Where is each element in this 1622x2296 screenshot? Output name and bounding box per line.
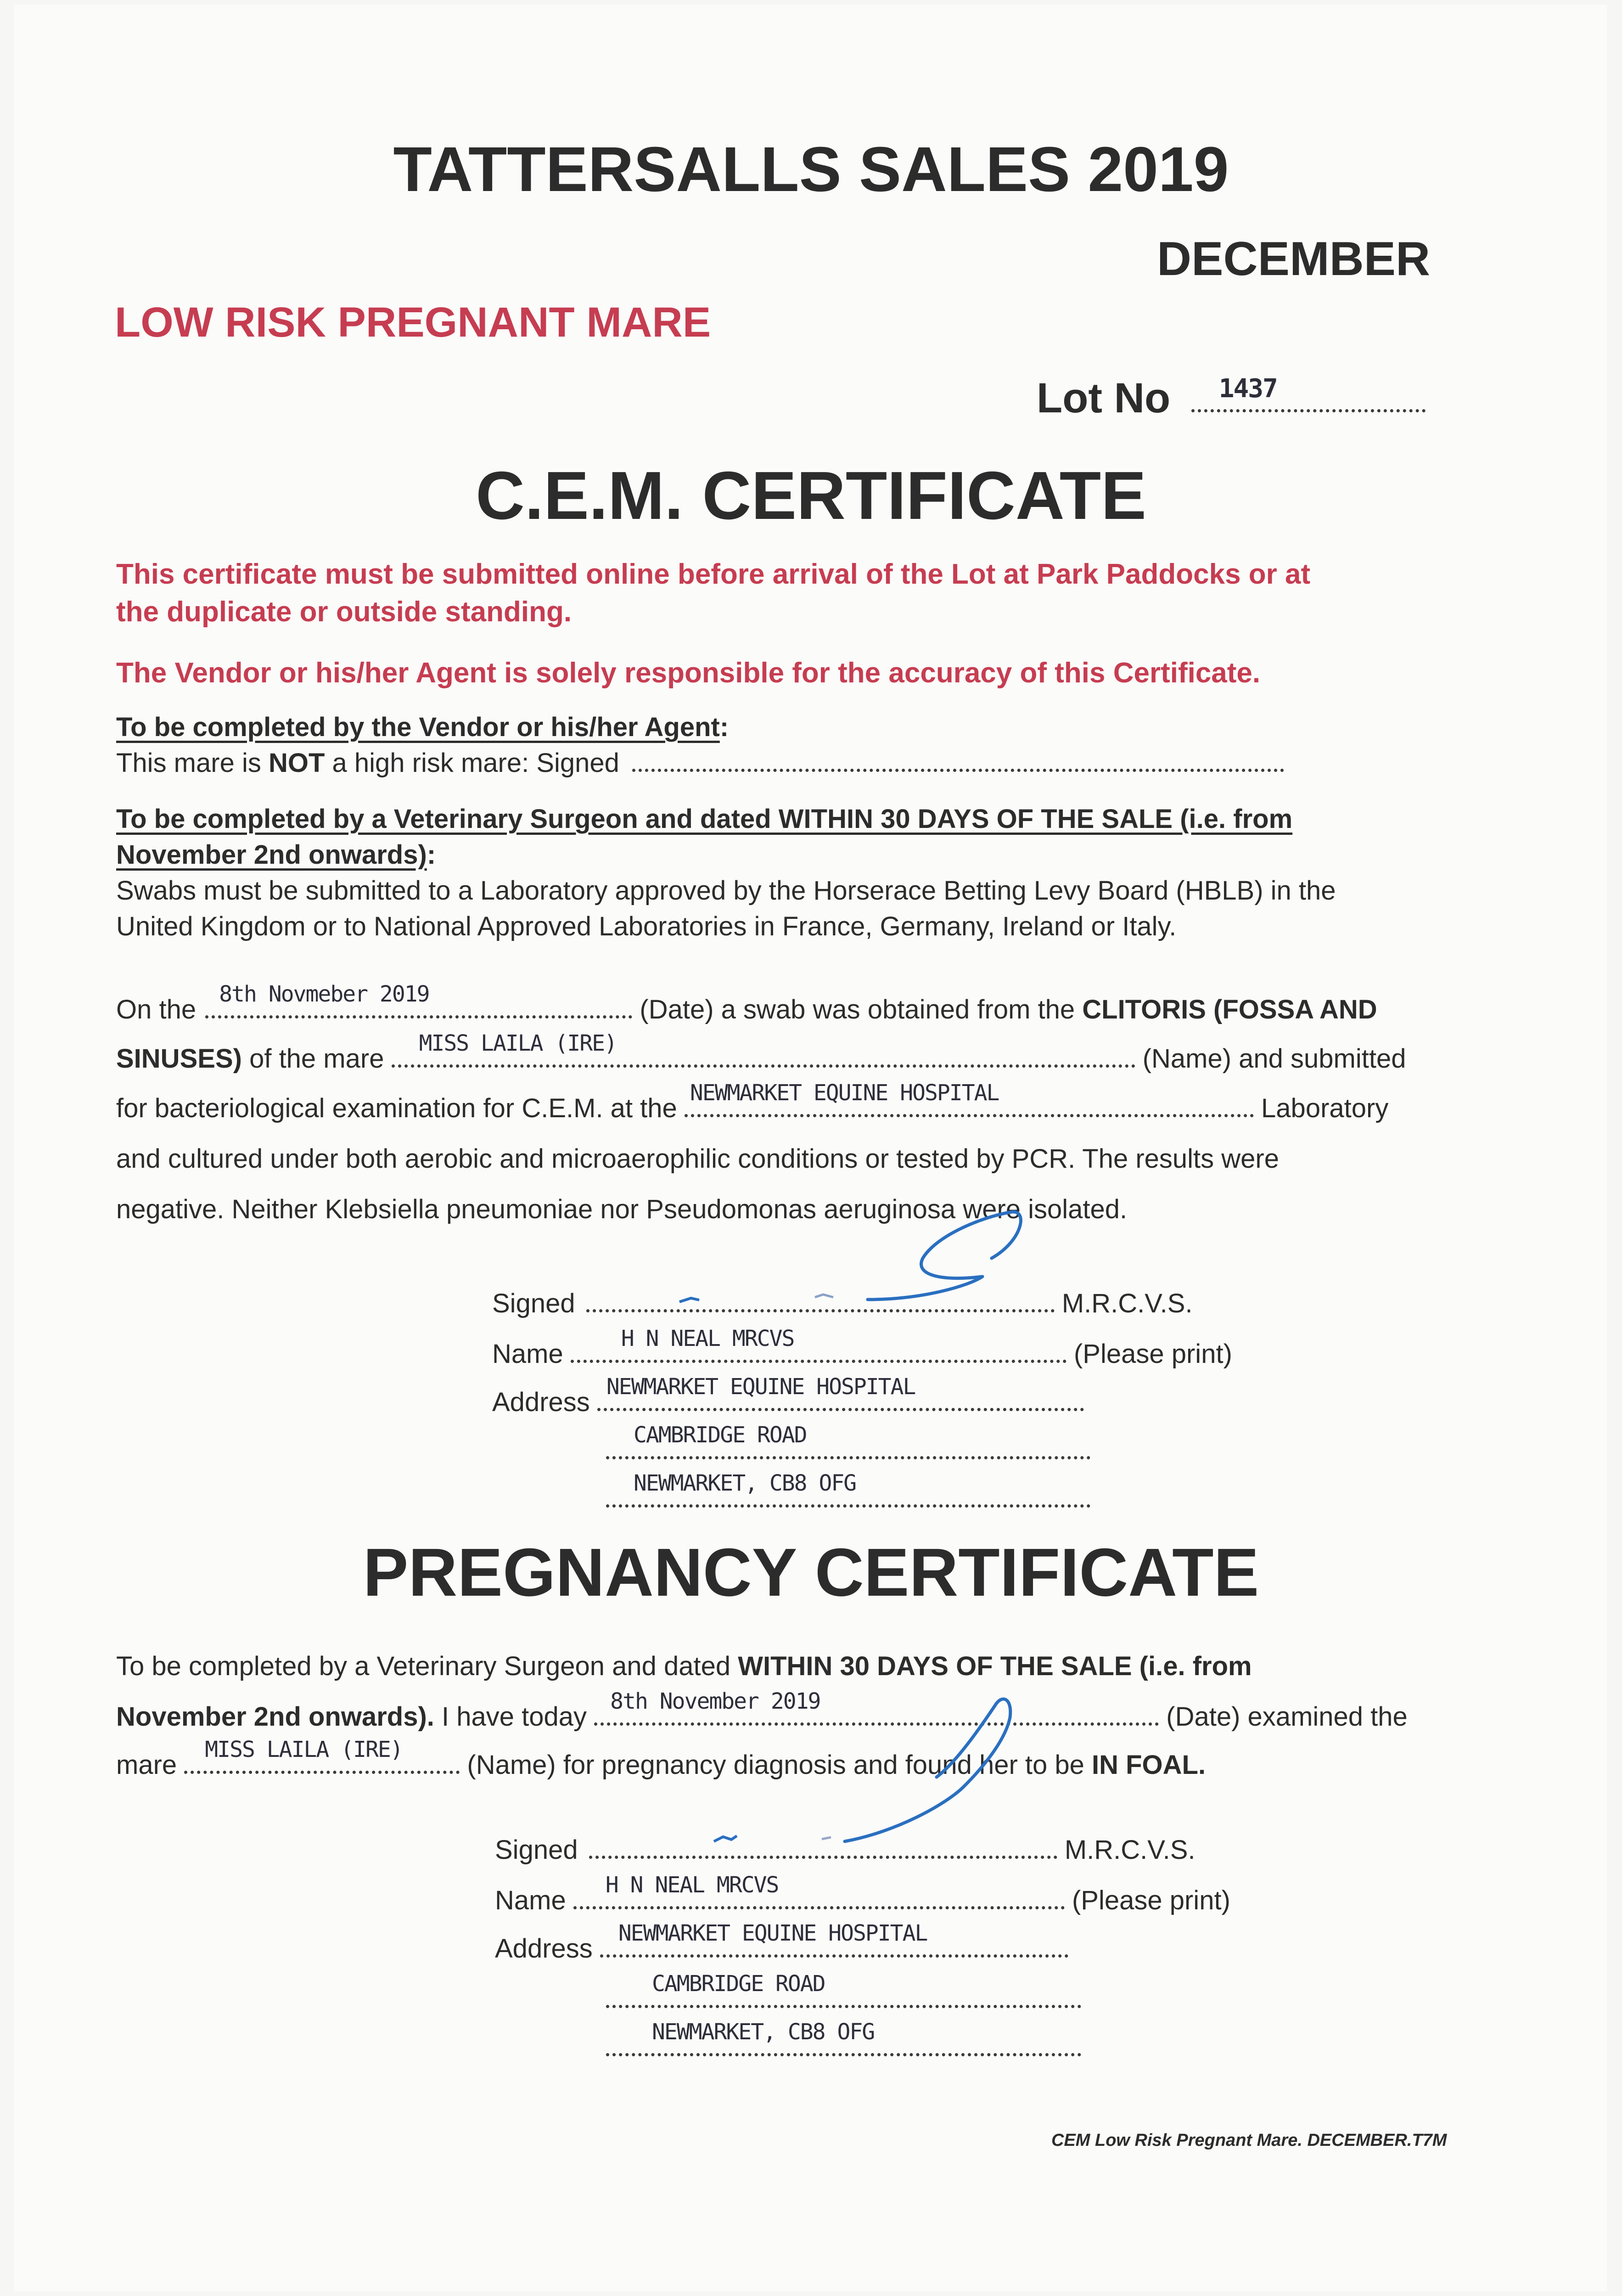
pregnancy-mare-label: mare: [116, 1750, 177, 1780]
vet-section: To be completed by a Veterinary Surgeon and dated WITHIN 30 DAYS OF THE SALE (i.e. from November 2nd onwards): Swabs must be submitted to a Laboratory approved by the Horserace Betting Levy Board (HBLB) in the United Kingdom or to National Approved Laboratories in France, Germany, Ireland or Italy.: [116, 801, 1336, 945]
swab-site-bold-2: SINUSES): [116, 1044, 242, 1074]
mare-name-suffix: (Name) and submitted: [1142, 1044, 1406, 1074]
sale-month: DECEMBER: [1157, 232, 1431, 286]
pregnancy-certificate-title: PREGNANCY CERTIFICATE: [363, 1535, 1259, 1610]
cem-mare-name-value[interactable]: MISS LAILA (IRE): [419, 1030, 617, 1056]
on-the-label: On the: [116, 995, 196, 1024]
laboratory-value[interactable]: NEWMARKET EQUINE HOSPITAL: [690, 1080, 999, 1106]
swab-site-bold-1: CLITORIS (FOSSA AND: [1082, 995, 1377, 1024]
cem-please-print: (Please print): [1073, 1339, 1232, 1369]
vendor-statement-pre: This mare is: [116, 748, 269, 778]
preg-vet-name-value[interactable]: H N NEAL MRCVS: [605, 1872, 779, 1898]
online-submission-notice-line1: This certificate must be submitted online before arrival of the Lot at Park Paddocks or at: [116, 558, 1311, 590]
vendor-statement-not: NOT: [268, 748, 325, 778]
pregnancy-intro-post: (i.e. from: [1132, 1651, 1252, 1681]
lot-number-value: 1437: [1218, 374, 1277, 404]
vet-section-heading-line2: November 2nd onwards): [116, 840, 427, 870]
pregnancy-date-value[interactable]: 8th November 2019: [610, 1688, 820, 1714]
preg-mrcvs-label: M.R.C.V.S.: [1064, 1835, 1195, 1865]
pregnancy-date-suffix: (Date) examined the: [1166, 1702, 1408, 1732]
vendor-section-heading: To be completed by the Vendor or his/her Agent: [116, 712, 720, 742]
cem-address-line3[interactable]: NEWMARKET, CB8 OFG: [634, 1470, 856, 1496]
cem-vet-name-value[interactable]: H N NEAL MRCVS: [621, 1326, 794, 1351]
preg-please-print: (Please print): [1072, 1885, 1230, 1915]
pregnancy-mare-name-value[interactable]: MISS LAILA (IRE): [205, 1737, 403, 1762]
pregnancy-intro-pre: To be completed by a Veterinary Surgeon and dated: [116, 1651, 738, 1681]
cem-certificate-title: C.E.M. CERTIFICATE: [476, 458, 1146, 534]
swab-instructions-line2: United Kingdom or to National Approved Laboratories in France, Germany, Ireland or Italy.: [116, 912, 1177, 941]
preg-name-label: Name: [495, 1885, 566, 1915]
preg-address-line2[interactable]: CAMBRIDGE ROAD: [652, 1971, 825, 1997]
laboratory-suffix: Laboratory: [1261, 1093, 1389, 1123]
preg-signed-label: Signed: [495, 1835, 578, 1865]
swab-instructions-line1: Swabs must be submitted to a Laboratory approved by the Horserace Betting Levy Board (HBLB) in the: [116, 876, 1336, 906]
preg-address-line1[interactable]: NEWMARKET EQUINE HOSPITAL: [618, 1920, 927, 1946]
cem-name-label: Name: [492, 1339, 563, 1369]
in-foal-result: IN FOAL.: [1092, 1750, 1206, 1780]
culture-statement-line: and cultured under both aerobic and microaerophilic conditions or tested by PCR. The results were: [116, 1144, 1279, 1174]
of-the-mare-label: of the mare: [249, 1044, 384, 1074]
cem-address-line1[interactable]: NEWMARKET EQUINE HOSPITAL: [606, 1374, 915, 1400]
vendor-responsibility-notice: The Vendor or his/her Agent is solely responsible for the accuracy of this Certificate.: [116, 657, 1261, 689]
vet-section-heading-line1: To be completed by a Veterinary Surgeon and dated WITHIN 30 DAYS OF THE SALE (i.e. from: [116, 804, 1293, 834]
swab-date-suffix: (Date) a swab was obtained from the: [640, 995, 1075, 1024]
pregnancy-intro-bold: WITHIN 30 DAYS OF THE SALE: [738, 1651, 1132, 1681]
pregnancy-today-label: I have today: [434, 1702, 587, 1732]
pregnancy-nov-bold: November 2nd onwards).: [116, 1702, 434, 1732]
lot-number-label: Lot No: [1037, 375, 1171, 422]
vendor-section: To be completed by the Vendor or his/her Agent: This mare is NOT a high risk mare: Signed: [116, 709, 1284, 781]
online-submission-notice-line2: the duplicate or outside standing.: [116, 596, 572, 628]
swab-date-value[interactable]: 8th Novmeber 2019: [219, 981, 429, 1007]
cem-mrcvs-label: M.R.C.V.S.: [1061, 1289, 1193, 1318]
preg-address-label: Address: [495, 1934, 593, 1964]
form-reference-footer: CEM Low Risk Pregnant Mare. DECEMBER.T7M: [1051, 2131, 1447, 2150]
cem-signed-label: Signed: [492, 1289, 575, 1318]
pregnancy-diagnosis-text: (Name) for pregnancy diagnosis and found her to be: [467, 1750, 1092, 1780]
negative-result-line: negative. Neither Klebsiella pneumoniae nor Pseudomonas aeruginosa were isolated.: [116, 1194, 1128, 1224]
cem-address-line2[interactable]: CAMBRIDGE ROAD: [634, 1422, 807, 1448]
vendor-statement-post: a high risk mare: Signed: [325, 748, 619, 778]
laboratory-prefix: for bacteriological examination for C.E.M. at the: [116, 1093, 677, 1123]
preg-address-line3[interactable]: NEWMARKET, CB8 OFG: [652, 2019, 875, 2045]
document-title: TATTERSALLS SALES 2019: [393, 134, 1229, 205]
cem-address-label: Address: [492, 1387, 590, 1417]
risk-category-label: LOW RISK PREGNANT MARE: [115, 299, 711, 346]
